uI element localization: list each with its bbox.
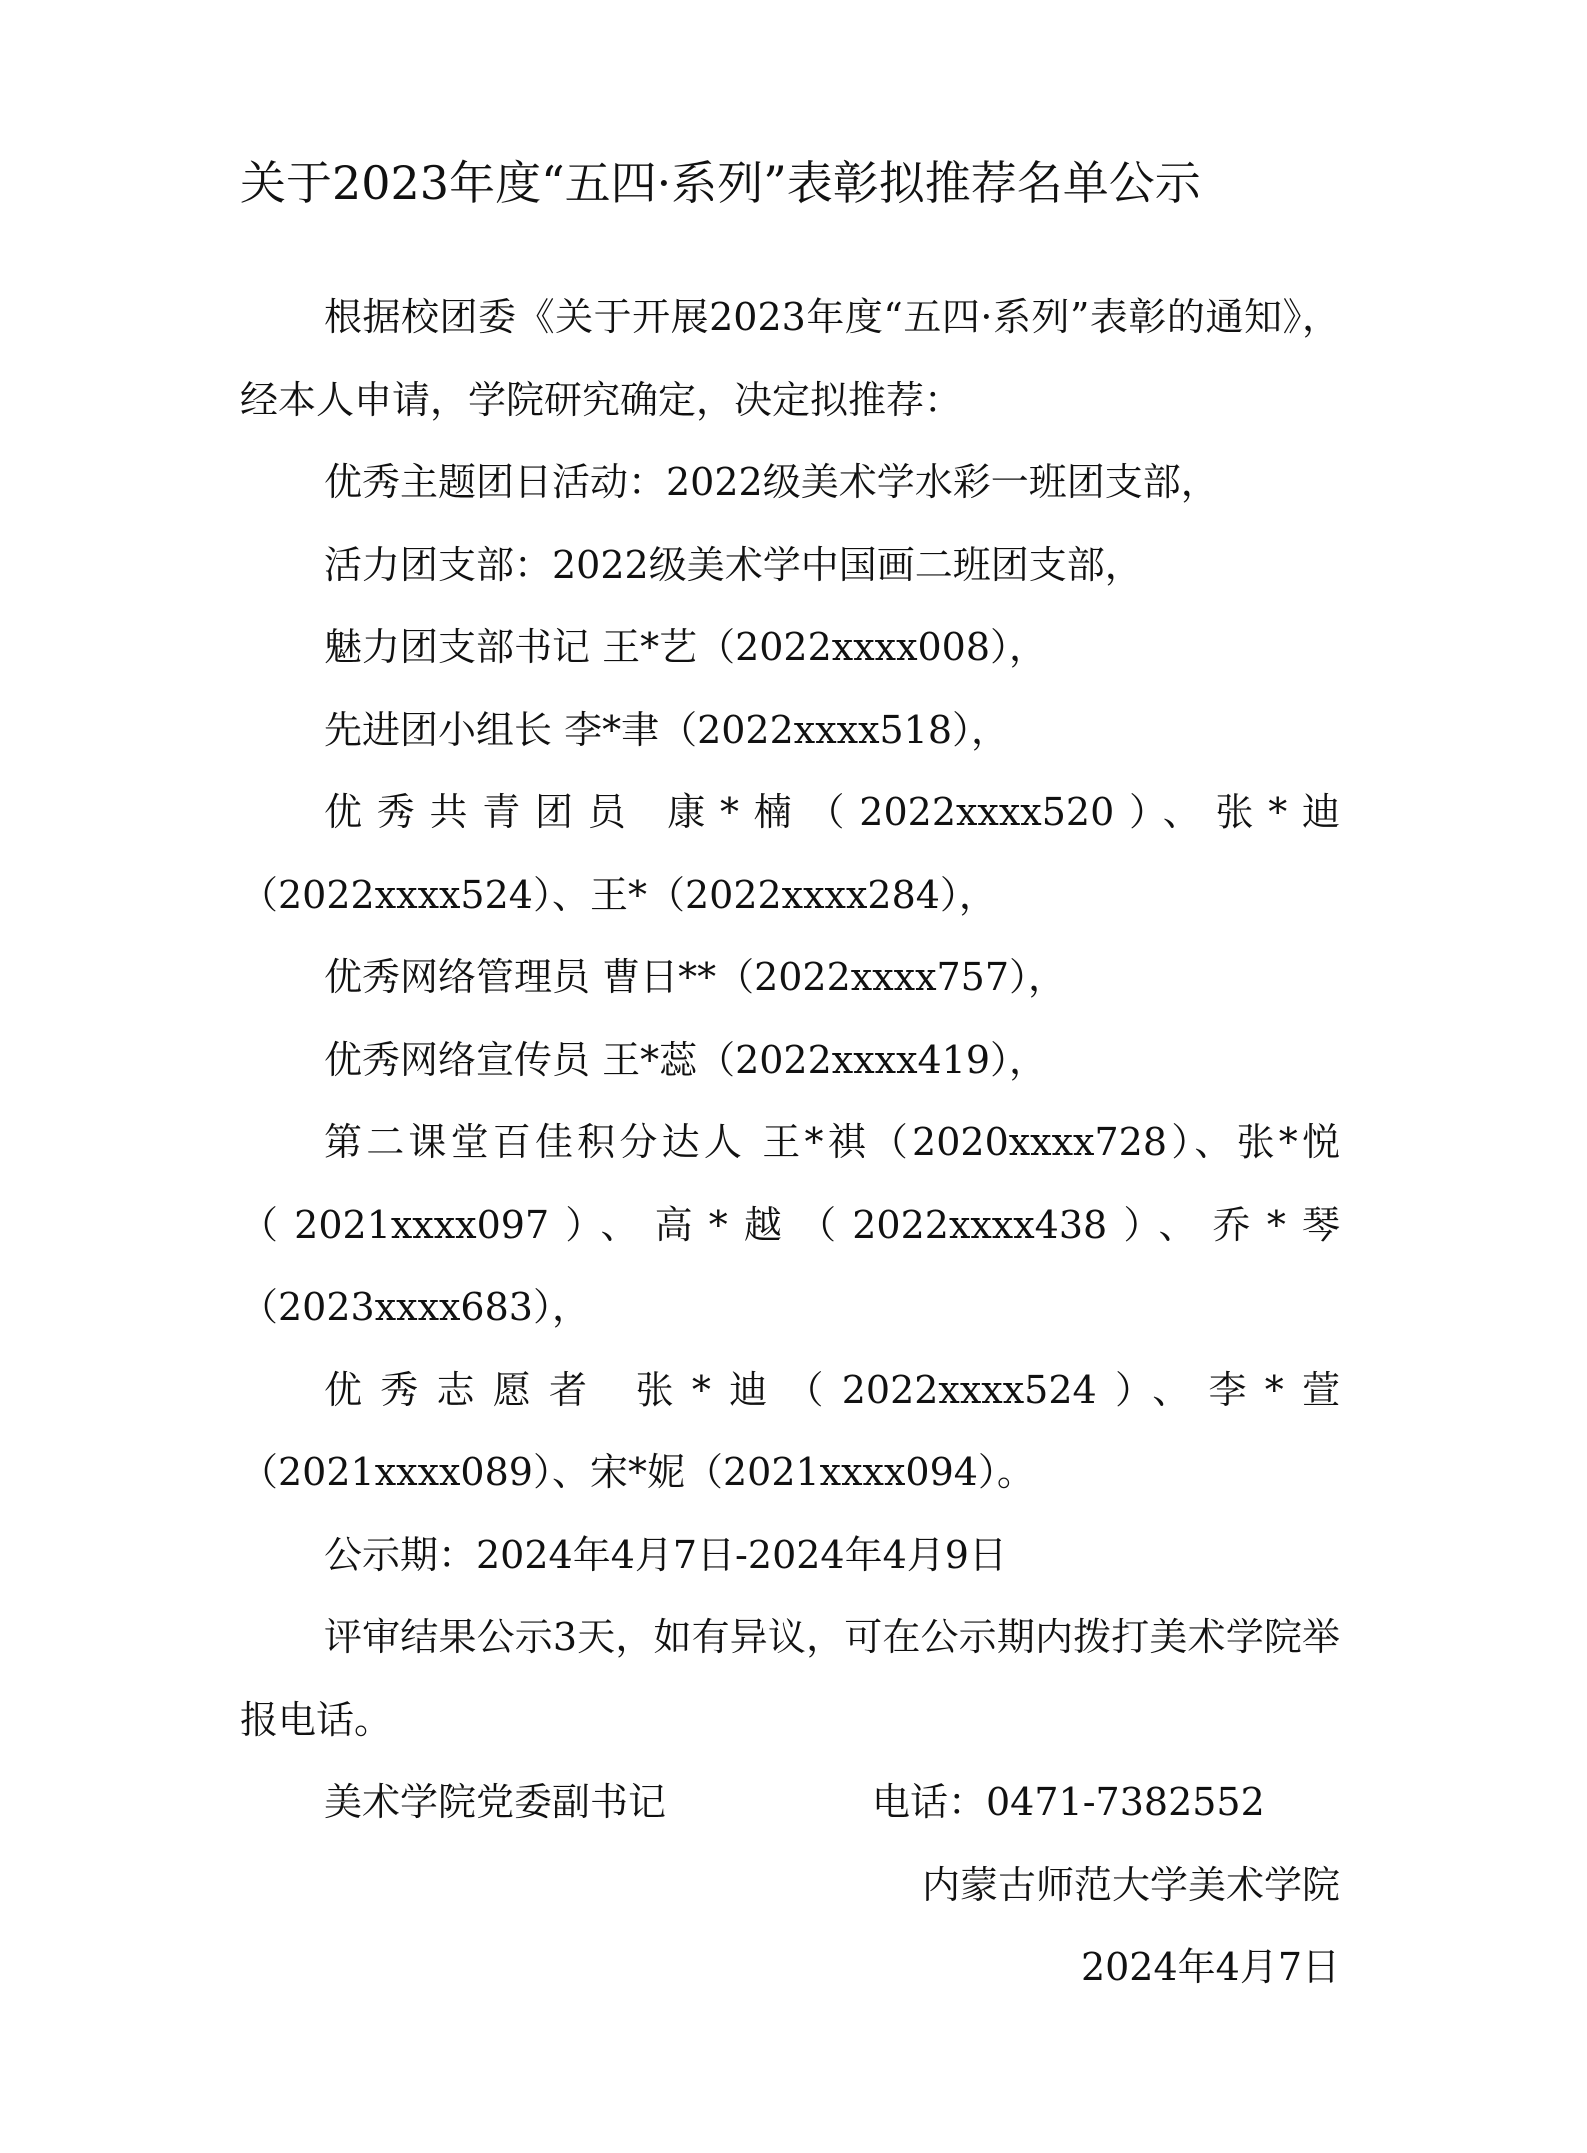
publicity-period: 公示期：2024年4月7日-2024年4月9日 [324,1532,1007,1577]
award-network-publicity: 优秀网络宣传员 王*蕊（2022xxxx419）， [324,1037,1048,1082]
signature-date: 2024年4月7日 [1080,1945,1340,1989]
objection-notice: 评审结果公示3天，如有异议，可在公示期内拨打美术学院举报电话。 [240,1615,1340,1742]
award-charming-secretary: 魅力团支部书记 王*艺（2022xxxx008）， [324,625,1048,669]
award-group-leader: 先进团小组长 李*聿（2022xxxx518）， [324,707,1010,752]
signature-row [240,1761,1340,1844]
award-excellent-members: 优秀共青团员 康*楠（2022xxxx520）、张*迪（2022xxxx524）、王*（2022xxxx284）， [240,790,1340,917]
award-network-admin: 优秀网络管理员 曹日**（2022xxxx757）， [324,955,1067,999]
document-title: 关于2023年度“五四·系列”表彰拟推荐名单公示 [240,156,1201,210]
award-second-classroom: 第二课堂百佳积分达人 王*祺（2020xxxx728）、张*悦（2021xxxx097）、高*越（2022xxxx438）、乔*琴（2023xxxx683）， [240,1120,1340,1329]
award-active-branch: 活力团支部：2022级美术学中国画二班团支部， [324,542,1143,587]
signature-position: 美术学院党委副书记 [324,1780,667,1824]
award-volunteers: 优秀志愿者 张*迪（2022xxxx524）、李*萱（2021xxxx089）、宋*妮（2021xxxx094）。 [240,1367,1340,1494]
signature-organization: 内蒙古师范大学美术学院 [921,1862,1340,1907]
document-body [240,276,1340,2009]
intro-paragraph: 根据校团委《关于开展2023年度“五四·系列”表彰的通知》，经本人申请，学院研究确定，决定拟推荐： [240,295,1340,422]
award-theme-activity: 优秀主题团日活动：2022级美术学水彩一班团支部， [324,460,1219,504]
signature-phone: 电话：0471-7382552 [872,1780,1265,1824]
